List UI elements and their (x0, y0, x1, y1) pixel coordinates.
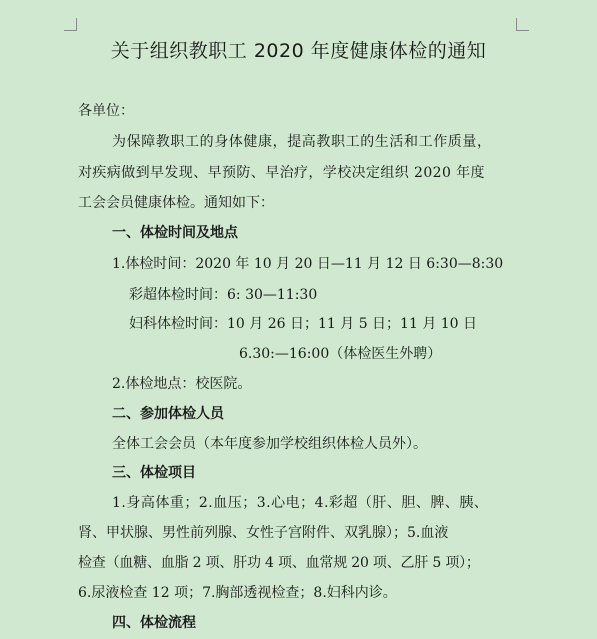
gynecology-time-line: 妇科体检时间：10 月 26 日；11 月 5 日；11 月 10 日 (129, 316, 478, 332)
items-line-3: 检查（血糖、血脂 2 项、肝功 4 项、血常规 20 项、乙肝 5 项）； (78, 555, 480, 571)
section1-heading: 一、体检时间及地点 (112, 225, 238, 241)
items-line-2: 肾、甲状腺、男性前列腺、女性子宫附件、双乳腺）；5.血液 (78, 525, 449, 541)
document-title: 关于组织教职工 2020 年度健康体检的通知 (110, 40, 487, 62)
page-corner-mark-left (64, 18, 77, 31)
section3-heading: 三、体检项目 (112, 465, 196, 481)
ultrasound-time-line: 彩超体检时间：6: 30—11:30 (129, 287, 318, 303)
gynecology-time-range: 6.30:—16:00（体检医生外聘） (239, 346, 442, 362)
page-corner-mark-right (516, 18, 529, 31)
intro-line-2: 对疾病做到早发现、早预防、早治疗，学校决定组织 2020 年度 (78, 165, 485, 181)
intro-line-1: 为保障教职工的身体健康，提高教职工的生活和工作质量， (112, 134, 492, 150)
items-line-4: 6.尿液检查 12 项；7.胸部透视检查；8.妇科内诊。 (78, 585, 397, 601)
items-line-1: 1.身高体重；2.血压；3.心电；4.彩超（肝、胆、脾、胰、 (112, 495, 489, 511)
exam-time-line: 1.体检时间：2020 年 10 月 20 日—11 月 12 日 6:30—8:30 (112, 256, 504, 272)
section4-heading: 四、体检流程 (112, 615, 196, 631)
intro-line-3: 工会会员健康体检。通知如下： (78, 195, 274, 211)
participants-text: 全体工会会员（本年度参加学校组织体检人员外）。 (112, 436, 427, 452)
exam-place-line: 2.体检地点：校医院。 (112, 376, 252, 392)
section2-heading: 二、参加体检人员 (112, 406, 224, 422)
salutation: 各单位： (78, 103, 134, 119)
